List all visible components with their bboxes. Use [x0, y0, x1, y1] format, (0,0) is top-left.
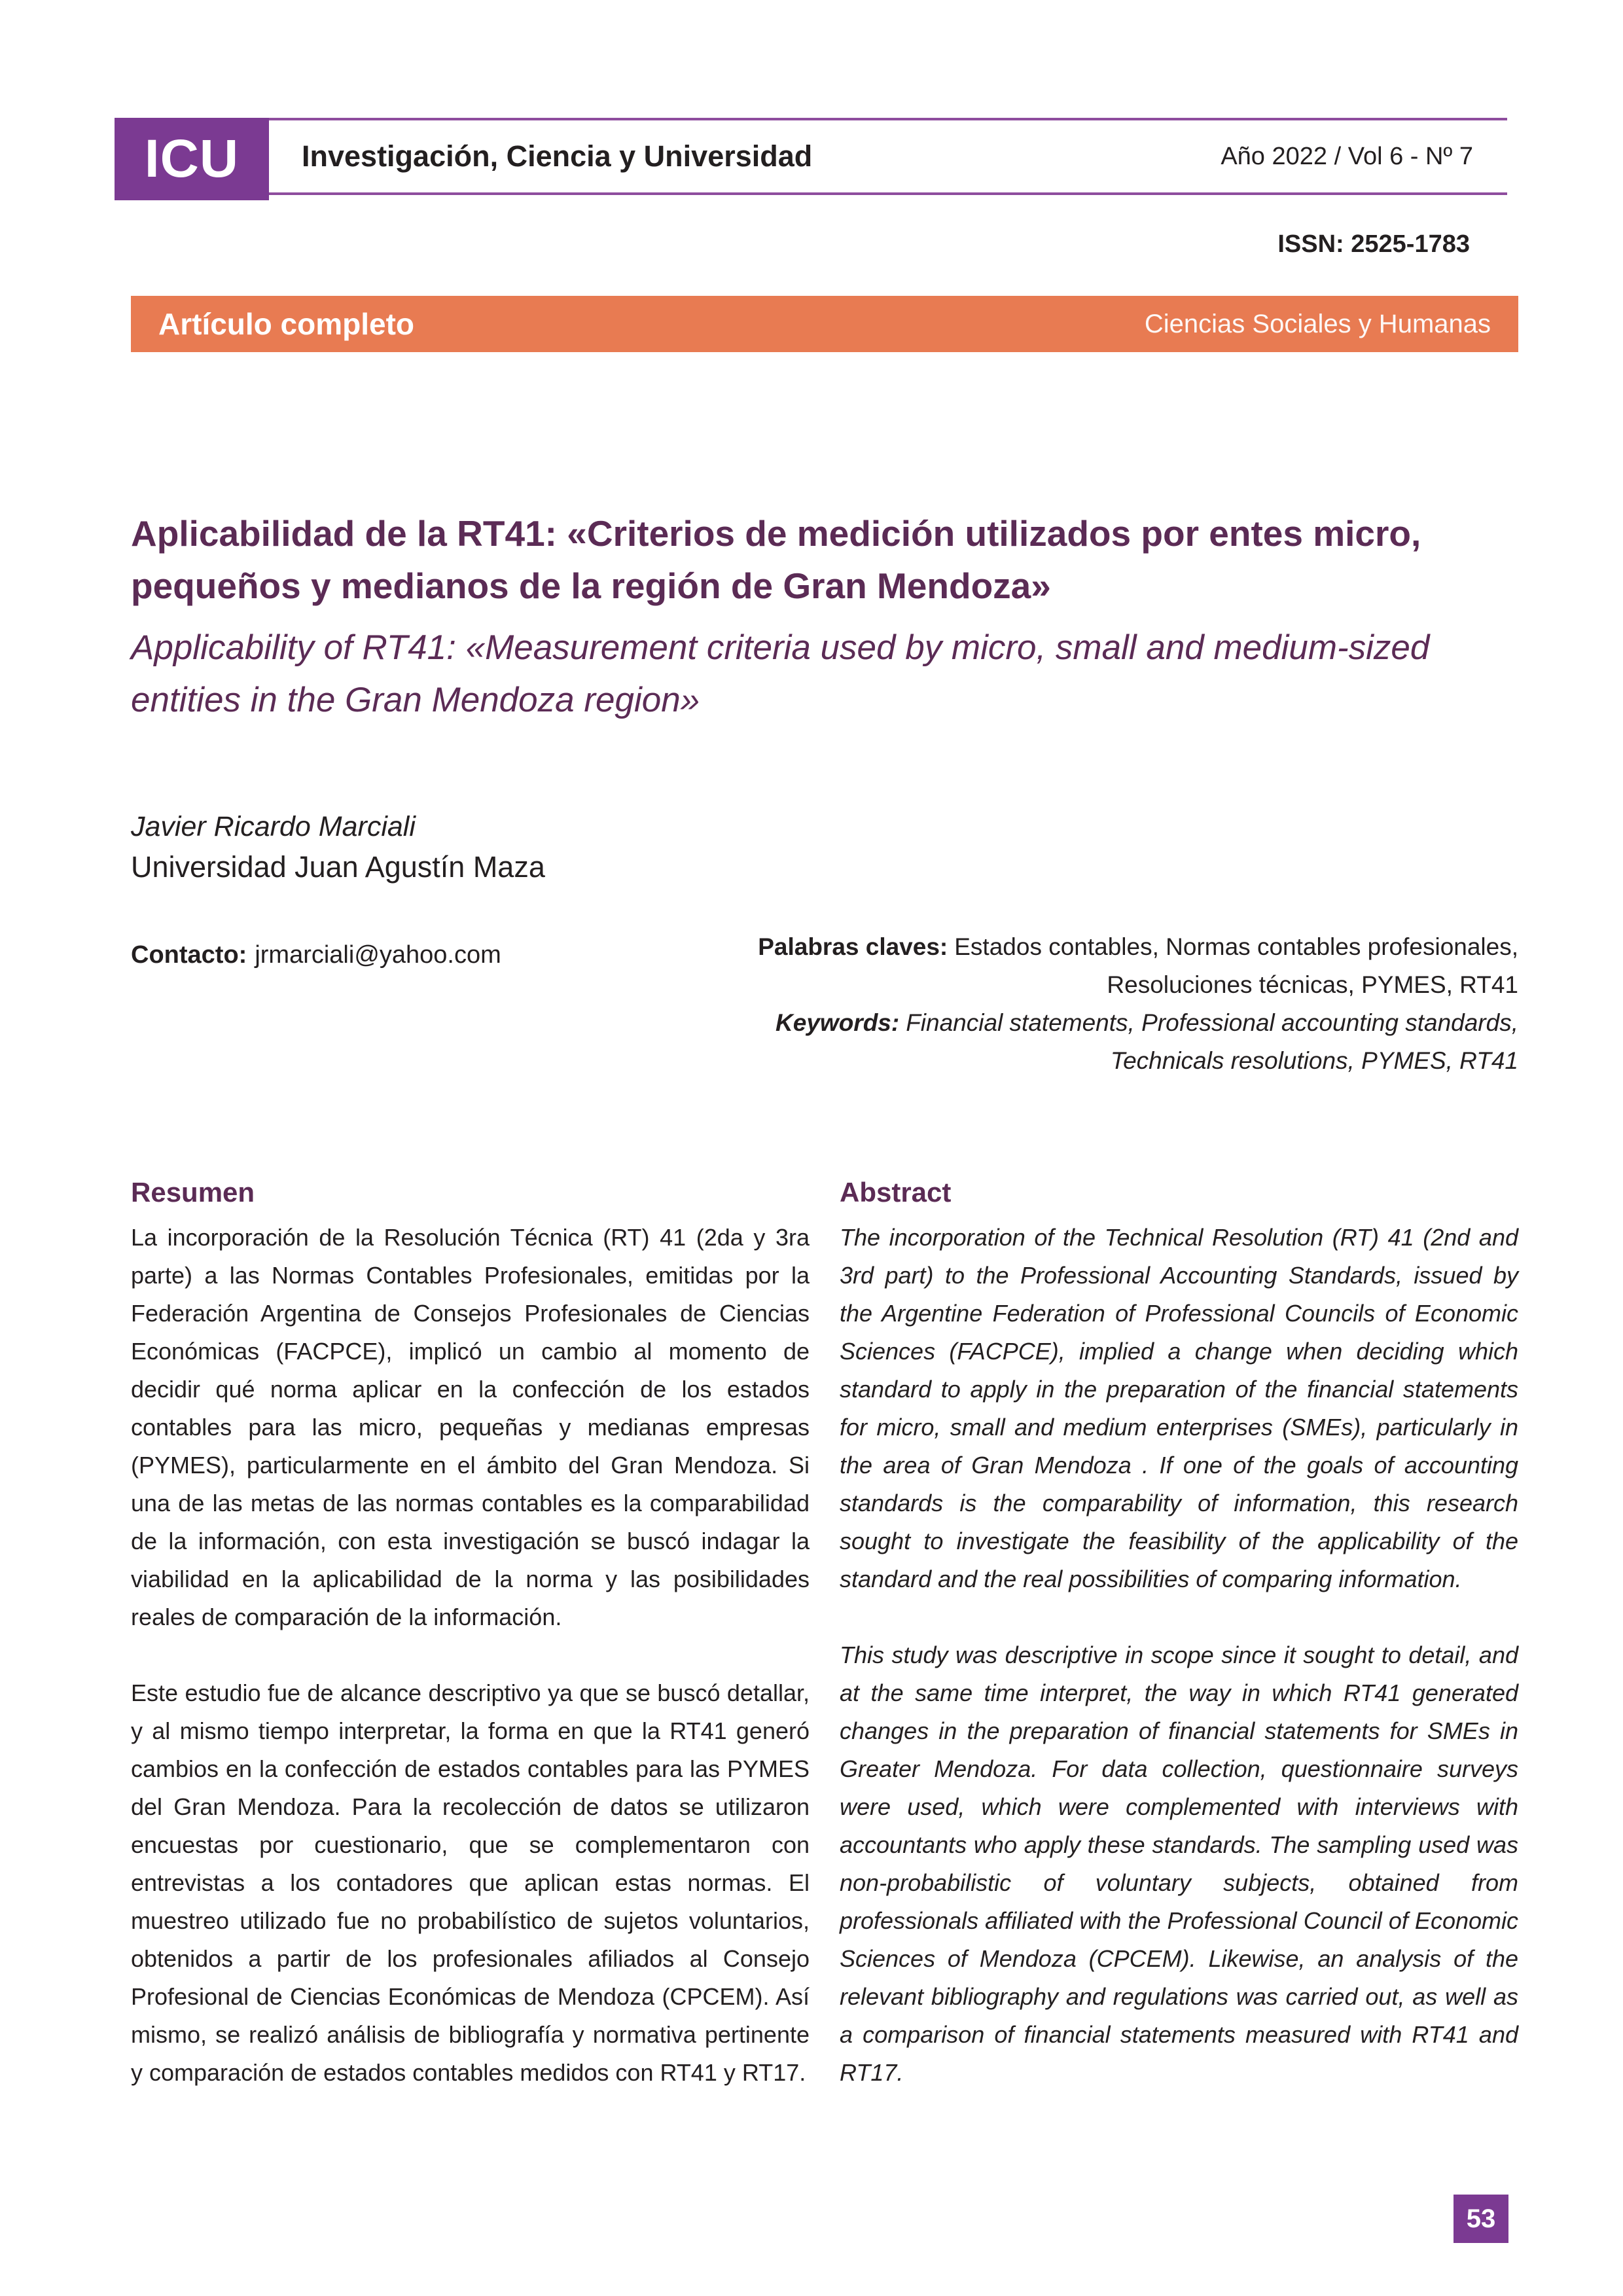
issn: ISSN: 2525-1783	[1277, 230, 1470, 258]
keywords-en-label: Keywords:	[776, 1009, 900, 1036]
icu-logo-text: ICU	[144, 129, 240, 188]
page-number: 53	[1466, 2204, 1496, 2233]
journal-name: Investigación, Ciencia y Universidad	[302, 139, 813, 173]
issue-info: Año 2022 / Vol 6 - Nº 7	[1221, 142, 1473, 170]
author-name: Javier Ricardo Marciali	[131, 811, 416, 842]
abstract-columns	[131, 1177, 1518, 2092]
keywords-es-text1: Estados contables, Normas contables profesionales,	[954, 933, 1518, 960]
page-number-badge	[1454, 2195, 1508, 2243]
keywords-es-line2: Resoluciones técnicas, PYMES, RT41	[1107, 971, 1518, 998]
contact-label: Contacto:	[131, 941, 247, 969]
section-label: Ciencias Sociales y Humanas	[1144, 309, 1491, 338]
keywords-block	[668, 928, 1518, 1080]
keywords-es-line1	[668, 928, 1518, 966]
author-block	[131, 806, 545, 888]
abstract-heading: Abstract	[840, 1177, 952, 1208]
contact-email: jrmarciali@yahoo.com	[255, 941, 501, 969]
section-banner	[131, 296, 1518, 352]
article-title-es: Aplicabilidad de la RT41: «Criterios de medición utilizados por entes micro, pequeños y medianos de la región de Gran Mendoza»	[131, 512, 1421, 606]
masthead	[115, 118, 1507, 195]
author-affiliation: Universidad Juan Agustín Maza	[131, 850, 545, 884]
article-title-en: Applicability of RT41: «Measurement criteria used by micro, small and medium-sized entities in the Gran Mendoza region»	[131, 628, 1430, 719]
article-type-label: Artículo completo	[158, 307, 415, 341]
abstract-paragraph-1: The incorporation of the Technical Resolution (RT) 41 (2nd and 3rd part) to the Professional Accounting Standards, issued by the Argentine Federation of Professional Councils of Economic Sciences (FACPCE), implied a change when deciding which standard to apply in the preparation of the financial statements for micro, small and medium enterprises (SMEs), particularly in the area of Gran Mendoza . If one of the goals of accounting standards is the comparability of information, this research sought to investigate the feasibility of the applicability of the standard and the real possibilities of comparing information.	[840, 1224, 1518, 1592]
resumen-heading: Resumen	[131, 1177, 255, 1208]
icu-logo	[115, 118, 269, 200]
keywords-en-line2: Technicals resolutions, PYMES, RT41	[1110, 1047, 1518, 1074]
keywords-en-line1	[668, 1004, 1518, 1042]
abstract-column	[840, 1177, 1518, 2092]
resumen-paragraph-2: Este estudio fue de alcance descriptivo ya que se buscó detallar, y al mismo tiempo interpretar, la forma en que la RT41 generó cambios en la confección de estados contables para las PYMES del Gran Mendoza. Para la recolección de datos se utilizaron encuestas por cuestionario, que se complementaron con entrevistas a los contadores que aplican estas normas. El muestreo utilizado fue no probabilístico de sujetos voluntarios, obtenidos a partir de los profesionales afiliados al Consejo Profesional de Ciencias Económicas de Mendoza (CPCEM). Así mismo, se realizó análisis de bibliografía y normativa pertinente y comparación de estados contables medidos con RT41 y RT17.	[131, 1679, 810, 2086]
keywords-es-label: Palabras claves:	[758, 933, 948, 960]
resumen-column	[131, 1177, 810, 2092]
resumen-paragraph-1: La incorporación de la Resolución Técnica (RT) 41 (2da y 3ra parte) a las Normas Contables Profesionales, emitidas por la Federación Argentina de Consejos Profesionales de Ciencias Económicas (FACPCE), implicó un cambio al momento de decidir qué norma aplicar en la confección de los estados contables para las micro, pequeñas y medianas empresas (PYMES), particularmente en el ámbito del Gran Mendoza. Si una de las metas de las normas contables es la comparabilidad de la información, con esta investigación se buscó indagar la viabilidad en la aplicabilidad de la norma y las posibilidades reales de comparación de la información.	[131, 1224, 810, 1630]
abstract-paragraph-2: This study was descriptive in scope since it sought to detail, and at the same time interpret, the way in which RT41 generated changes in the preparation of financial statements for SMEs in Greater Mendoza. For data collection, questionnaire surveys were used, which were complemented with interviews with accountants who apply these standards. The sampling used was non-probabilistic of voluntary subjects, obtained from professionals affiliated with the Professional Council of Economic Sciences of Mendoza (CPCEM). Likewise, an analysis of the relevant bibliography and regulations was carried out, as well as a comparison of financial statements measured with RT41 and RT17.	[840, 1641, 1518, 2086]
contact-line	[131, 941, 501, 969]
keywords-en-text1: Financial statements, Professional accounting standards,	[906, 1009, 1518, 1036]
